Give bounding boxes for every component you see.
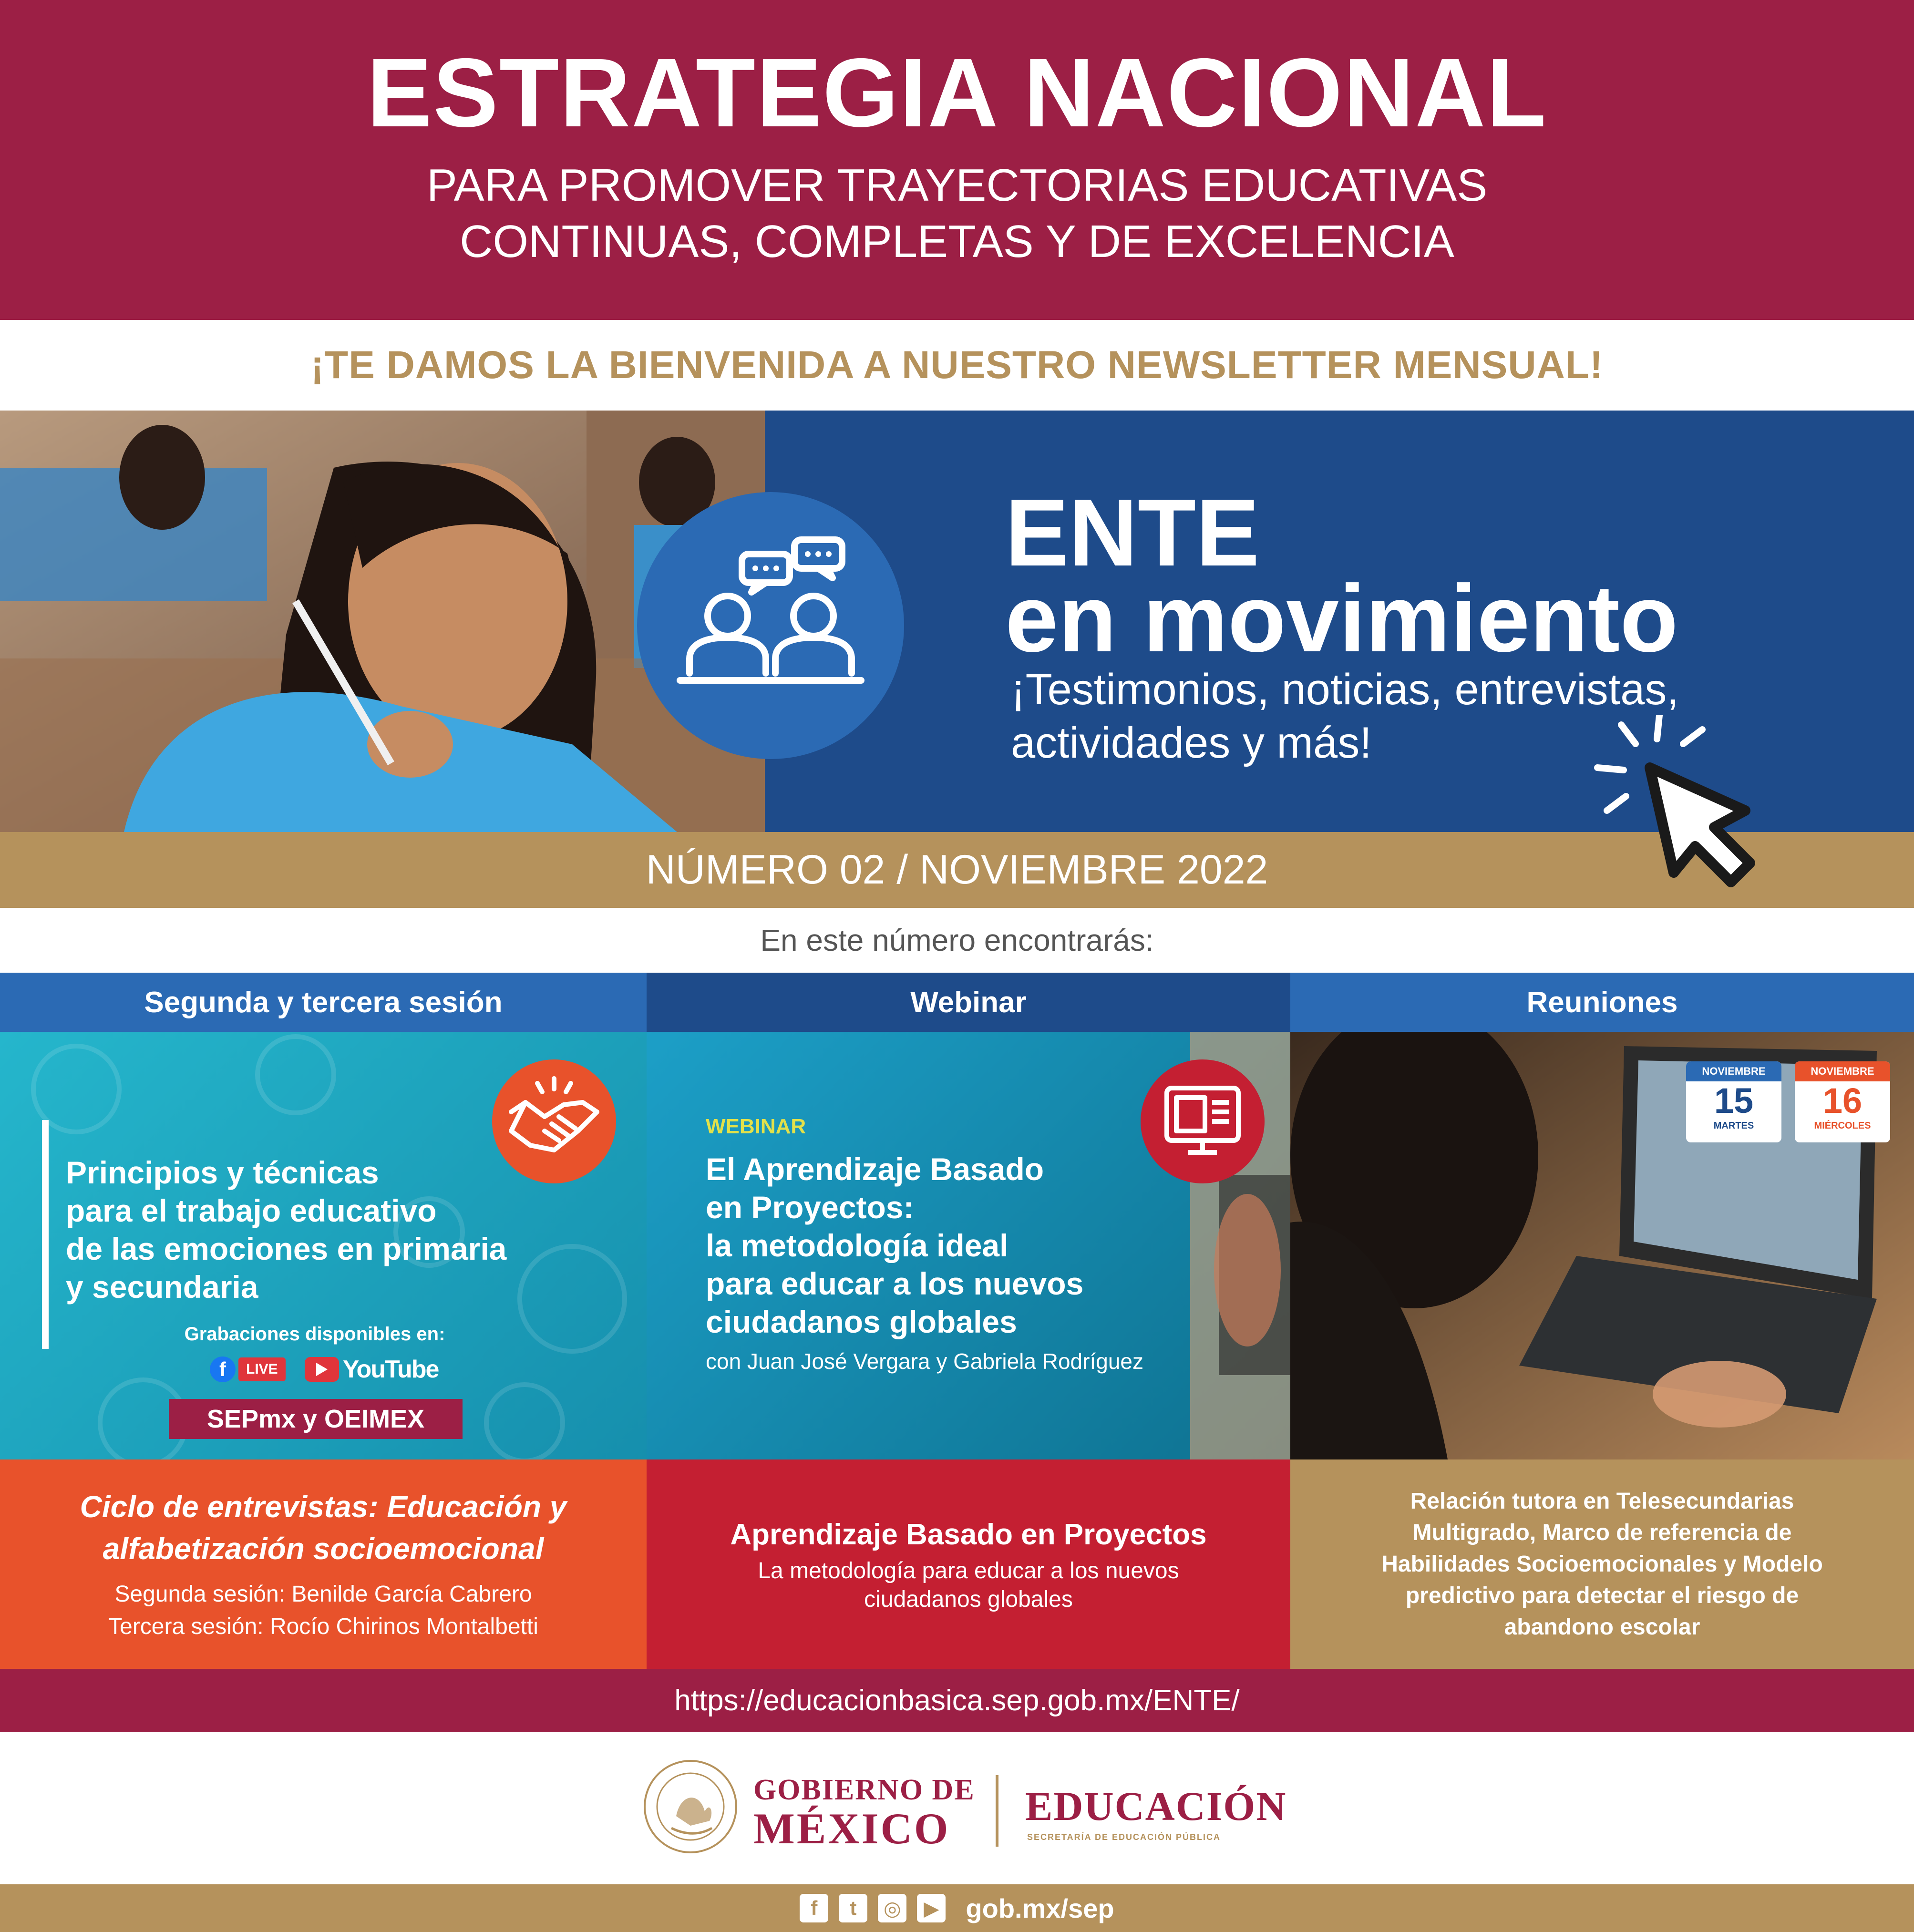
webinar-title-line-5: ciudadanos globales <box>706 1304 1017 1339</box>
twitter-icon[interactable]: t <box>839 1894 867 1922</box>
government-logos <box>0 1732 1914 1879</box>
calendar-weekday-1: MARTES <box>1713 1120 1754 1131</box>
sessions-title-line-4: y secundaria <box>66 1269 258 1305</box>
webinar-title-line-2: en Proyectos: <box>706 1190 914 1225</box>
recordings-label: Grabaciones disponibles en: <box>184 1324 445 1345</box>
webinar-speakers: con Juan José Vergara y Gabriela Rodríguez <box>706 1349 1143 1374</box>
sessions-title-line-3: de las emociones en primaria <box>66 1231 507 1266</box>
webinar-title-line-3: la metodología ideal <box>706 1228 1008 1263</box>
education-logo-subtitle: SECRETARÍA DE EDUCACIÓN PÚBLICA <box>1027 1832 1221 1842</box>
education-logo-title: EDUCACIÓN <box>1025 1783 1287 1829</box>
subtitle-line-1: PARA PROMOVER TRAYECTORIAS EDUCATIVAS <box>426 160 1488 211</box>
meetings-card[interactable] <box>1290 1032 1914 1459</box>
people-chat-icon <box>637 492 904 759</box>
calendar-day-1: 15 <box>1714 1081 1754 1120</box>
meetings-footer-line-1: Relación tutora en Telesecundarias <box>1410 1488 1794 1514</box>
meetings-footer[interactable] <box>1290 1459 1914 1669</box>
page-title: ESTRATEGIA NACIONAL <box>367 38 1547 147</box>
webinar-title-line-1: El Aprendizaje Basado <box>706 1151 1044 1187</box>
mexico-seal-icon <box>643 1759 738 1854</box>
cursor-click-icon <box>1588 715 1788 906</box>
brand-title-line-2: en movimiento <box>1005 565 1678 672</box>
page-subtitle <box>0 157 1914 270</box>
welcome-heading: ¡TE DAMOS LA BIENVENIDA A NUESTRO NEWSLETTER MENSUAL! <box>310 343 1604 387</box>
sessions-footer-line-1: Segunda sesión: Benilde García Cabrero <box>114 1581 532 1607</box>
webinar-footer[interactable] <box>647 1459 1290 1669</box>
social-footer <box>0 1884 1914 1932</box>
subtitle-line-2: CONTINUAS, COMPLETAS Y DE EXCELENCIA <box>460 216 1454 267</box>
calendar-nov-16 <box>1795 1061 1890 1142</box>
calendar-day-2: 16 <box>1822 1081 1863 1120</box>
webinar-kicker: WEBINAR <box>706 1115 806 1138</box>
sessions-footer-title-2: alfabetización socioemocional <box>103 1531 544 1566</box>
facebook-icon[interactable]: f <box>210 1357 236 1382</box>
gob-logo-line-2: MÉXICO <box>753 1804 950 1853</box>
column-header-webinar[interactable]: Webinar <box>647 973 1290 1032</box>
facebook-icon[interactable]: f <box>800 1894 828 1922</box>
webinar-footer-line-1: La metodología para educar a los nuevos <box>758 1558 1179 1583</box>
logo-divider <box>996 1775 998 1847</box>
header-banner <box>0 0 1914 320</box>
sessions-title-line-2: para el trabajo educativo <box>66 1193 437 1228</box>
handshake-icon <box>492 1059 616 1183</box>
calendar-month-1: NOVIEMBRE <box>1686 1061 1781 1081</box>
sessions-title-line-1: Principios y técnicas <box>66 1155 379 1190</box>
tagline-line-2: actividades y más! <box>1011 719 1372 767</box>
live-badge[interactable]: LIVE <box>238 1357 286 1381</box>
sessions-footer-title-1: Ciclo de entrevistas: Educación y <box>80 1489 567 1524</box>
meetings-footer-line-3: Habilidades Socioemocionales y Modelo <box>1381 1551 1823 1577</box>
webinar-card-title <box>706 1150 1083 1341</box>
column-header-meetings[interactable]: Reuniones <box>1290 973 1914 1032</box>
calendar-month-2: NOVIEMBRE <box>1795 1061 1890 1081</box>
channels-badge: SEPmx y OEIMEX <box>169 1399 463 1439</box>
meetings-footer-line-4: predictivo para detectar el riesgo de <box>1405 1583 1799 1608</box>
sessions-card-title <box>66 1153 506 1306</box>
youtube-label[interactable]: YouTube <box>342 1356 439 1383</box>
social-handle[interactable]: gob.mx/sep <box>966 1893 1114 1923</box>
webinar-footer-line-2: ciudadanos globales <box>864 1586 1073 1612</box>
youtube-icon[interactable] <box>305 1357 339 1382</box>
sessions-footer[interactable] <box>0 1459 647 1669</box>
sessions-card[interactable] <box>0 1032 647 1459</box>
webinar-footer-title: Aprendizaje Basado en Proyectos <box>730 1518 1207 1551</box>
intro-text: En este número encontrarás: <box>760 923 1154 957</box>
sessions-footer-line-2: Tercera sesión: Rocío Chirinos Montalbetti <box>108 1613 538 1639</box>
webinar-title-line-4: para educar a los nuevos <box>706 1266 1084 1301</box>
gob-logo-line-1: GOBIERNO DE <box>753 1774 975 1806</box>
instagram-icon[interactable]: ◎ <box>878 1894 906 1922</box>
platform-badges[interactable] <box>210 1355 438 1384</box>
computer-screen-icon <box>1141 1059 1265 1183</box>
calendar-nov-15 <box>1686 1061 1781 1142</box>
meetings-footer-line-2: Multigrado, Marco de referencia de <box>1412 1520 1792 1545</box>
youtube-icon[interactable]: ▶ <box>917 1894 946 1922</box>
website-link[interactable]: https://educacionbasica.sep.gob.mx/ENTE/ <box>0 1669 1914 1732</box>
tagline-line-1: ¡Testimonios, noticias, entrevistas, <box>1011 665 1679 714</box>
brand-title-line-1: ENTE <box>1005 480 1260 586</box>
calendar-weekday-2: MIÉRCOLES <box>1814 1120 1871 1131</box>
webinar-card[interactable] <box>647 1032 1290 1459</box>
column-header-sessions[interactable]: Segunda y tercera sesión <box>0 973 647 1032</box>
meetings-footer-line-5: abandono escolar <box>1504 1614 1700 1640</box>
issue-number-bar: NÚMERO 02 / NOVIEMBRE 2022 <box>0 832 1914 908</box>
hero-tagline <box>1011 663 1679 770</box>
accent-bar <box>42 1120 49 1349</box>
